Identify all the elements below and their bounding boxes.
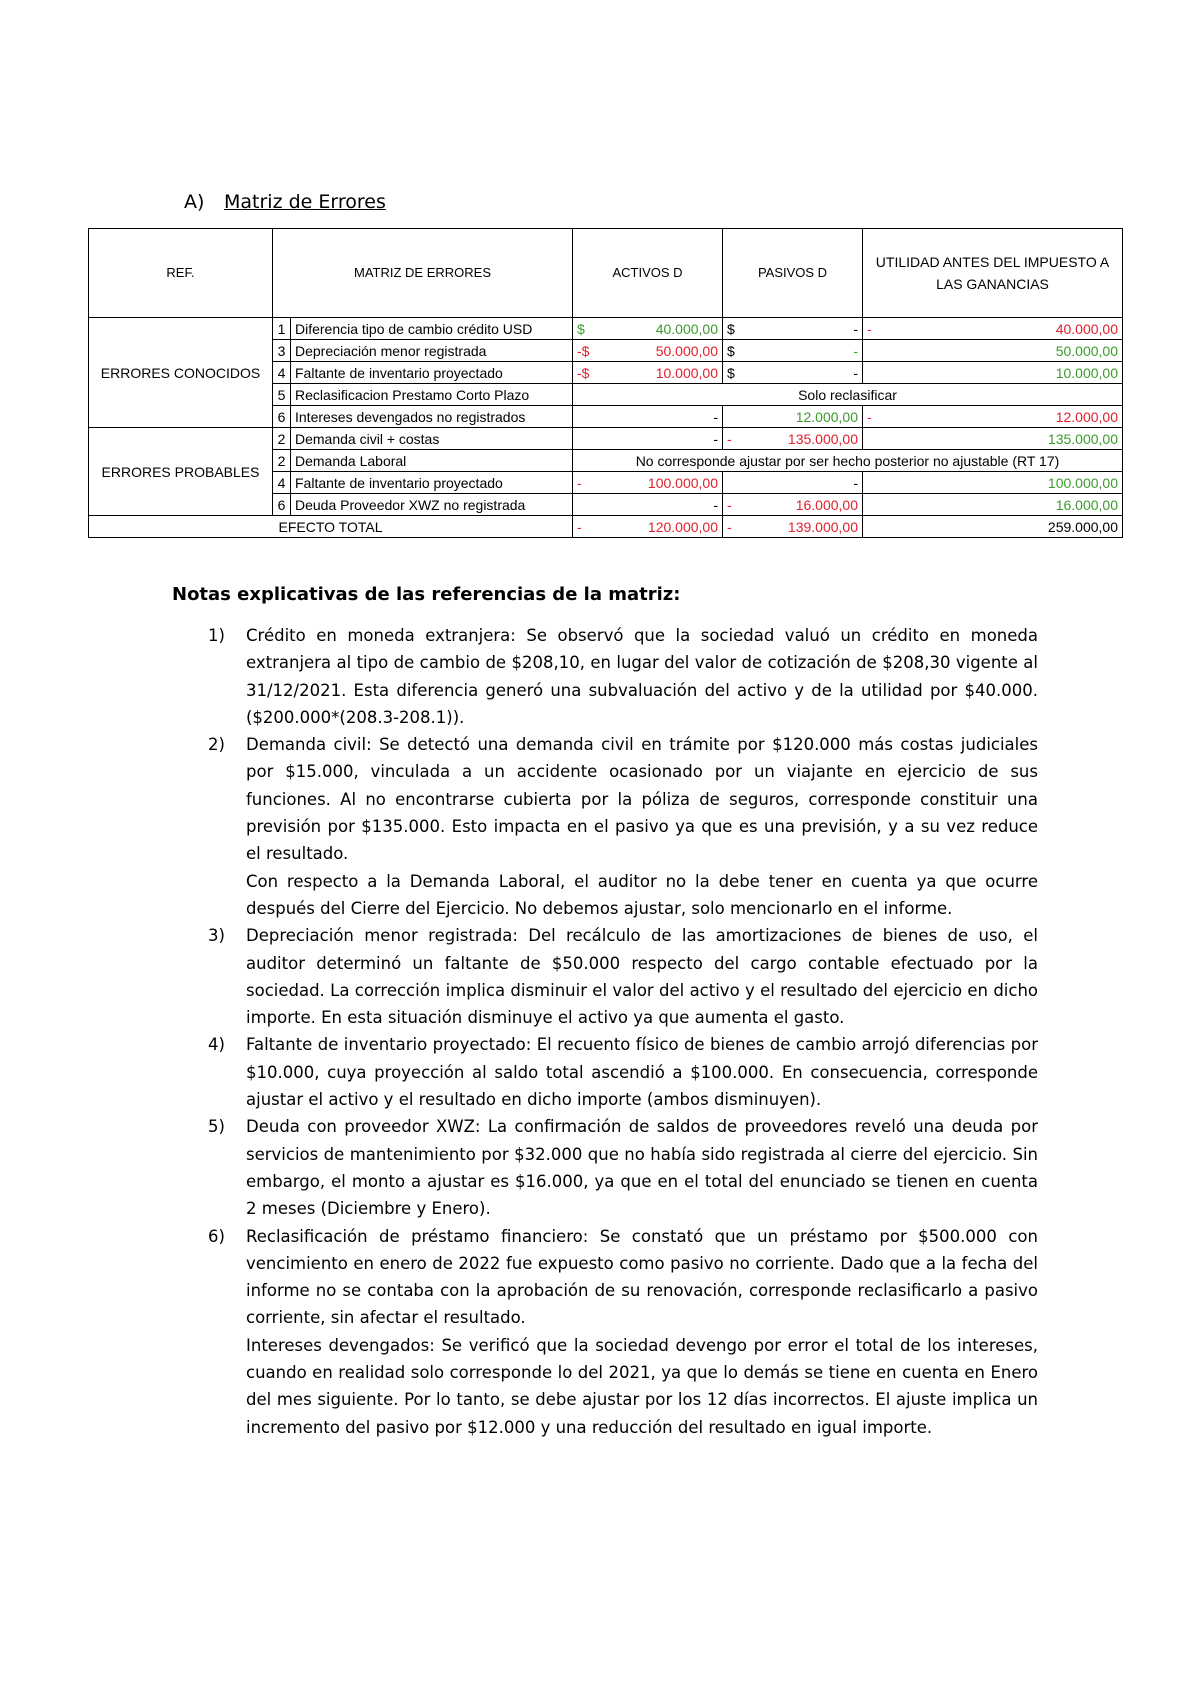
notes-list bbox=[186, 622, 1038, 1441]
utilidad-cell: - 12.000,00 bbox=[863, 406, 1123, 428]
table-row bbox=[89, 428, 1123, 450]
total-label: EFECTO TOTAL bbox=[89, 516, 573, 538]
total-activos: - 120.000,00 bbox=[573, 516, 723, 538]
row-ref: 2 bbox=[273, 428, 291, 450]
note-paragraph: Depreciación menor registrada: Del recálculo de las amortizaciones de bienes de uso, el auditor determinó un faltante de $50.000 respecto del cargo contable efectuado por la sociedad. La corrección implica disminuir el valor del activo y el resultado del ejercicio en dicho importe. En esta situación disminuye el activo ya que aumenta el gasto. bbox=[246, 926, 1038, 1028]
table-header-row bbox=[89, 229, 1123, 318]
utilidad-cell: - 40.000,00 bbox=[863, 318, 1123, 340]
group-errores-probables: ERRORES PROBABLES bbox=[89, 428, 273, 516]
section-heading bbox=[184, 191, 386, 213]
row-description: Intereses devengados no registrados bbox=[291, 406, 573, 428]
pasivos-cell: - 135.000,00 bbox=[723, 428, 863, 450]
activos-cell: -$ 10.000,00 bbox=[573, 362, 723, 384]
note-paragraph: Reclasificación de préstamo financiero: Se constató que un préstamo por $500.000 con vencimiento en enero de 2022 fue expuesto como pasivo no corriente. Dado que a la fecha del informe no se contaba con la aprobación de su renovación, corresponde reclasificarlo a pasivo corriente, sin afectar el resultado. bbox=[246, 1226, 1038, 1328]
section-title: Matriz de Errores bbox=[224, 191, 386, 213]
list-item bbox=[186, 1031, 1038, 1113]
list-item bbox=[186, 1113, 1038, 1222]
row-ref: 4 bbox=[273, 362, 291, 384]
list-item bbox=[186, 922, 1038, 1031]
row-description: Demanda civil + costas bbox=[291, 428, 573, 450]
note-number: 5) bbox=[208, 1117, 225, 1137]
note-paragraph: Deuda con proveedor XWZ: La confirmación de saldos de proveedores reveló una deuda por servicios de mantenimiento por $32.000 que no había sido registrada al cierre del ejercicio. Sin embargo, el monto a ajustar es $16.000, ya que en el total del enunciado se tienen en cuenta 2 meses (Diciembre y Enero). bbox=[246, 1117, 1038, 1219]
merged-note-cell: Solo reclasificar bbox=[573, 384, 1123, 406]
activos-cell: - bbox=[573, 406, 723, 428]
row-description: Depreciación menor registrada bbox=[291, 340, 573, 362]
notes-title: Notas explicativas de las referencias de la matriz: bbox=[172, 584, 681, 605]
row-description: Faltante de inventario proyectado bbox=[291, 362, 573, 384]
row-ref: 1 bbox=[273, 318, 291, 340]
utilidad-cell: 50.000,00 bbox=[863, 340, 1123, 362]
note-number: 2) bbox=[208, 735, 225, 755]
row-description: Reclasificacion Prestamo Corto Plazo bbox=[291, 384, 573, 406]
header-pasivos: PASIVOS D bbox=[723, 229, 863, 318]
section-letter: A) bbox=[184, 191, 205, 213]
row-ref: 6 bbox=[273, 406, 291, 428]
utilidad-cell: 10.000,00 bbox=[863, 362, 1123, 384]
activos-cell: - 100.000,00 bbox=[573, 472, 723, 494]
note-number: 3) bbox=[208, 926, 225, 946]
merged-note-cell: No corresponde ajustar por ser hecho posterior no ajustable (RT 17) bbox=[573, 450, 1123, 472]
row-description: Demanda Laboral bbox=[291, 450, 573, 472]
row-ref: 3 bbox=[273, 340, 291, 362]
pasivos-cell: 12.000,00 bbox=[723, 406, 863, 428]
row-description: Deuda Proveedor XWZ no registrada bbox=[291, 494, 573, 516]
utilidad-cell: 100.000,00 bbox=[863, 472, 1123, 494]
note-paragraph: Demanda civil: Se detectó una demanda civil en trámite por $120.000 más costas judiciales por $15.000, vinculada a un accidente ocasionado por un viajante en ejercicio de sus funciones. Al no encontrarse cubierta por la póliza de seguros, corresponde constituir una previsión por $135.000. Esto impacta en el pasivo ya que es una previsión, y a su vez reduce el resultado. bbox=[246, 735, 1038, 864]
error-matrix-table bbox=[88, 228, 1123, 538]
list-item bbox=[186, 622, 1038, 731]
utilidad-cell: 16.000,00 bbox=[863, 494, 1123, 516]
pasivos-cell: $ - bbox=[723, 318, 863, 340]
pasivos-cell: - bbox=[723, 472, 863, 494]
row-description: Faltante de inventario proyectado bbox=[291, 472, 573, 494]
activos-cell: $ 40.000,00 bbox=[573, 318, 723, 340]
note-number: 1) bbox=[208, 626, 225, 645]
note-paragraph: Faltante de inventario proyectado: El recuento físico de bienes de cambio arrojó diferencias por $10.000, cuya proyección al saldo total ascendió a $100.000. En consecuencia, corresponde ajustar el activo y el resultado en dicho importe (ambos disminuyen). bbox=[246, 1035, 1038, 1110]
pasivos-cell: $ - bbox=[723, 362, 863, 384]
note-number: 4) bbox=[208, 1035, 225, 1055]
group-errores-conocidos: ERRORES CONOCIDOS bbox=[89, 318, 273, 428]
row-description: Diferencia tipo de cambio crédito USD bbox=[291, 318, 573, 340]
utilidad-cell: 135.000,00 bbox=[863, 428, 1123, 450]
pasivos-cell: $ - bbox=[723, 340, 863, 362]
pasivos-cell: - 16.000,00 bbox=[723, 494, 863, 516]
activos-cell: - bbox=[573, 494, 723, 516]
total-pasivos: - 139.000,00 bbox=[723, 516, 863, 538]
total-utilidad: 259.000,00 bbox=[863, 516, 1123, 538]
table-row bbox=[89, 318, 1123, 340]
total-row bbox=[89, 516, 1123, 538]
list-item bbox=[186, 1223, 1038, 1441]
header-matriz: MATRIZ DE ERRORES bbox=[273, 229, 573, 318]
header-utilidad: UTILIDAD ANTES DEL IMPUESTO A LAS GANANCIAS bbox=[863, 229, 1123, 318]
list-item bbox=[186, 731, 1038, 922]
note-number: 6) bbox=[208, 1226, 225, 1246]
row-ref: 2 bbox=[273, 450, 291, 472]
note-paragraph: Con respecto a la Demanda Laboral, el auditor no la debe tener en cuenta ya que ocurre después del Cierre del Ejercicio. No debemos ajustar, solo mencionarlo en el informe. bbox=[246, 871, 1038, 918]
row-ref: 4 bbox=[273, 472, 291, 494]
header-activos: ACTIVOS D bbox=[573, 229, 723, 318]
note-paragraph: Intereses devengados: Se verificó que la sociedad devengo por error el total de los intereses, cuando en realidad solo corresponde lo del 2021, ya que lo demás se tiene en cuenta en Enero del mes siguiente. Por lo tanto, se debe ajustar por los 12 días incorrectos. El ajuste implica un incremento del pasivo por $12.000 y una reducción del resultado en igual importe. bbox=[246, 1335, 1038, 1437]
header-ref: REF. bbox=[89, 229, 273, 318]
row-ref: 6 bbox=[273, 494, 291, 516]
row-ref: 5 bbox=[273, 384, 291, 406]
note-paragraph: Crédito en moneda extranjera: Se observó que la sociedad valuó un crédito en moneda extranjera al tipo de cambio de $208,10, en lugar del valor de cotización de $208,30 vigente al 31/12/2021. Esta diferencia generó una subvaluación del activo y de la utilidad por $40.000. ($200.000*(208.3-208.1)). bbox=[246, 626, 1038, 727]
activos-cell: -$ 50.000,00 bbox=[573, 340, 723, 362]
activos-cell: - bbox=[573, 428, 723, 450]
